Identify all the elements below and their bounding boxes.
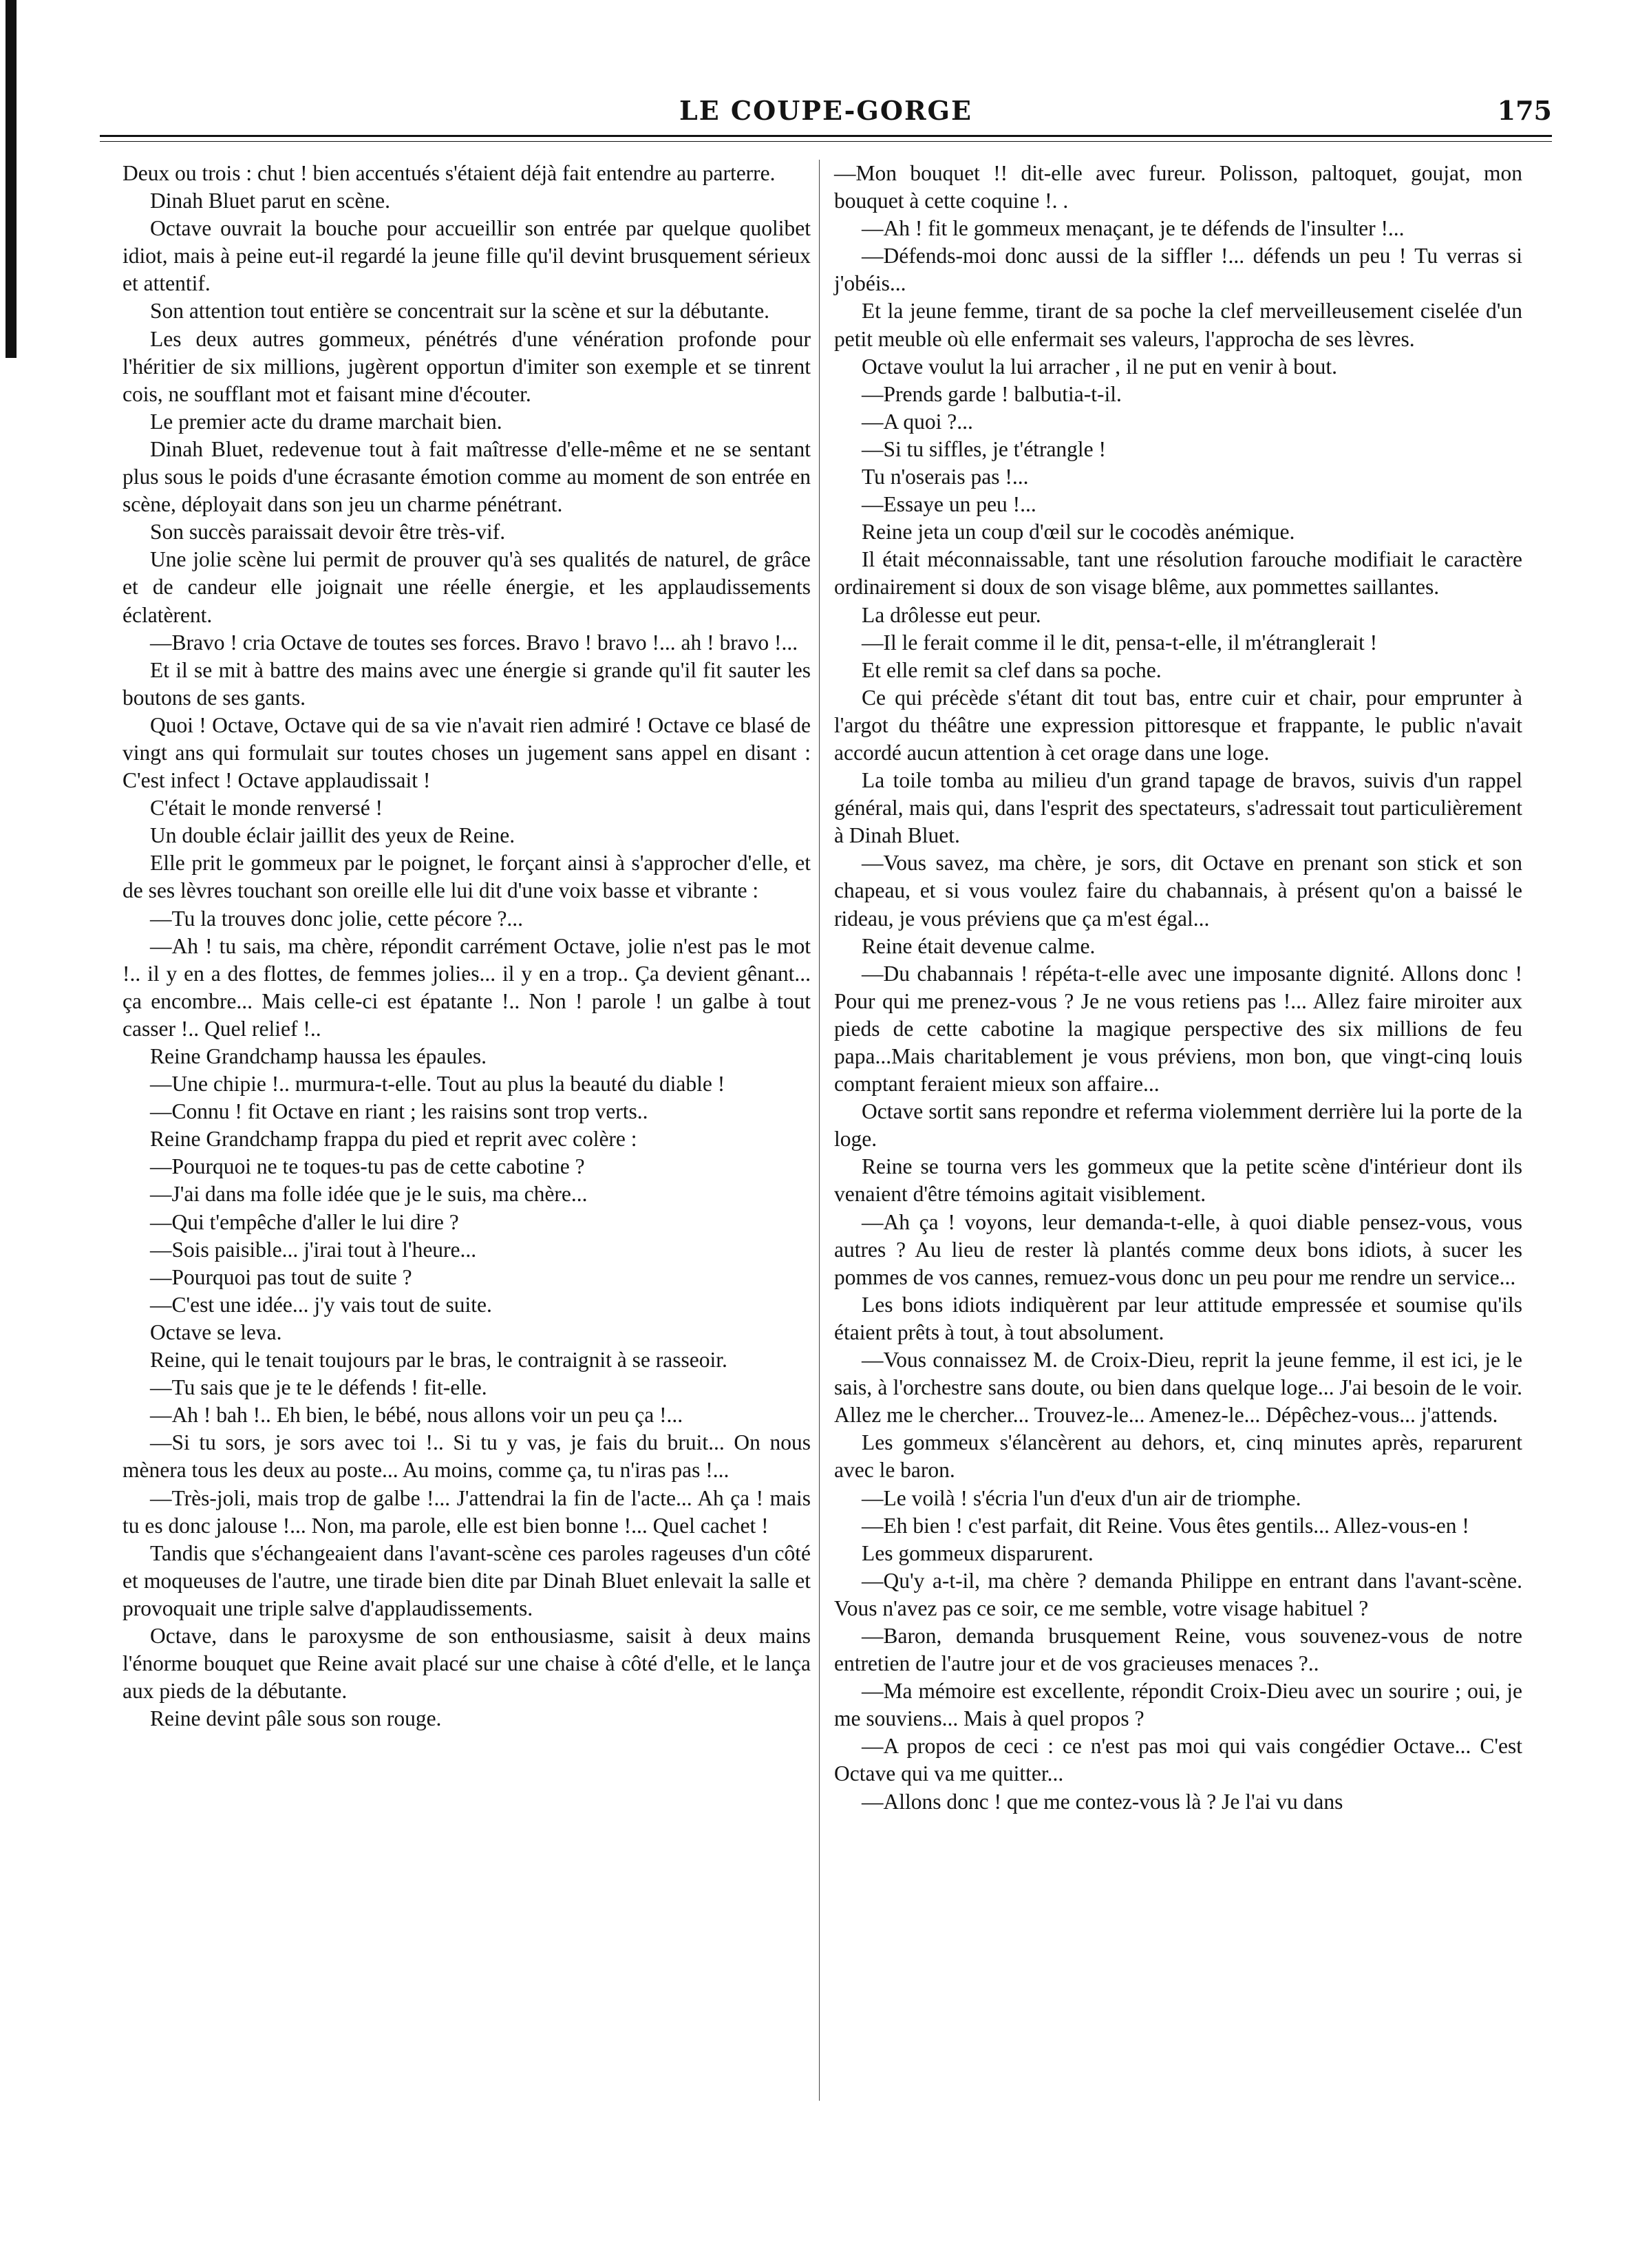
paragraph: La toile tomba au milieu d'un grand tapage de bravos, suivis d'un rappel général, mais qui, dans l'esprit des spectateurs, s'adressait tout particulièrement à Dinah Bluet. xyxy=(834,768,1522,848)
paragraph: Son succès paraissait devoir être très-vif. xyxy=(150,520,506,544)
page-number: 175 xyxy=(1497,95,1552,126)
paragraph: Reine se tourna vers les gommeux que la petite scène d'intérieur dont ils venaient d'être témoins agitait visiblement. xyxy=(834,1154,1522,1207)
paragraph: —Essaye un peu !... xyxy=(862,492,1036,517)
paragraph: —Allons donc ! que me contez-vous là ? Je l'ai vu dans xyxy=(862,1789,1343,1814)
right-column xyxy=(834,160,1522,1816)
paragraph: —A propos de ceci : ce n'est pas moi qui vais congédier Octave... C'est Octave qui va me quitter... xyxy=(834,1734,1522,1786)
paragraph: —Si tu siffles, je t'étrangle ! xyxy=(862,436,1107,461)
paragraph: —J'ai dans ma folle idée que je le suis, ma chère... xyxy=(150,1182,588,1207)
paragraph: —Vous savez, ma chère, je sors, dit Octave en prenant son stick et son chapeau, et si vous voulez faire du chabannais, à présent qu'on a baissé le rideau, je vous préviens que ça m'est égal... xyxy=(834,851,1522,931)
page-header xyxy=(100,95,1552,136)
paragraph: —C'est une idée... j'y vais tout de suite. xyxy=(150,1292,492,1317)
paragraph: —Si tu sors, je sors avec toi !.. Si tu y vas, je fais du bruit... On nous mènera tous les deux au poste... Au moins, comme ça, tu n'iras pas !... xyxy=(123,1430,811,1483)
paragraph: —Vous connaissez M. de Croix-Dieu, reprit la jeune femme, il est ici, je le sais, à l'orchestre sans doute, ou bien dans quelque loge... J'ai besoin de le voir. Allez me le chercher... Trouvez-le... Amenez-le... Dépêchez-vous... j'attends. xyxy=(834,1348,1522,1428)
paragraph: Les bons idiots indiquèrent par leur attitude empressée et soumise qu'ils étaient prêts à tout, à tout absolument. xyxy=(834,1292,1522,1344)
header-rule xyxy=(100,135,1552,137)
column-divider xyxy=(819,160,820,2101)
paragraph: Octave ouvrait la bouche pour accueillir son entrée par quelque quolibet idiot, mais à peine eut-il regardé la jeune fille qu'il devint brusquement sérieux et attentif. xyxy=(123,216,811,296)
paragraph: Et il se mit à battre des mains avec une énergie si grande qu'il fit sauter les boutons de ses gants. xyxy=(123,657,811,710)
paragraph: Octave sortit sans repondre et referma violemment derrière lui la porte de la loge. xyxy=(834,1099,1522,1152)
paragraph: Les deux autres gommeux, pénétrés d'une vénération profonde pour l'héritier de six millions, jugèrent opportun d'imiter son exemple et se tinrent cois, ne soufflant mot et faisant mine d'écouter. xyxy=(123,326,811,406)
paragraph: Reine Grandchamp haussa les épaules. xyxy=(150,1044,487,1068)
paragraph: Il était méconnaissable, tant une résolution farouche modifiait le caractère ordinairement si doux de son visage blême, aux pommettes saillantes. xyxy=(834,547,1522,600)
paragraph: Le premier acte du drame marchait bien. xyxy=(150,409,502,434)
paragraph: —Ah ça ! voyons, leur demanda-t-elle, à quoi diable pensez-vous, vous autres ? Au lieu de rester là plantés comme deux bons idiots, à sucer les pommes de vos cannes, remuez-vous donc un peu pour me rendre un service... xyxy=(834,1209,1522,1289)
paragraph: —Tu la trouves donc jolie, cette pécore ?... xyxy=(150,906,524,931)
paragraph: Octave se leva. xyxy=(150,1320,282,1344)
paragraph: —Le voilà ! s'écria l'un d'eux d'un air de triomphe. xyxy=(862,1485,1301,1510)
scan-edge-bar xyxy=(6,0,17,358)
paragraph: Et la jeune femme, tirant de sa poche la clef merveilleusement ciselée d'un petit meuble où elle enfermait ses valeurs, l'approcha de ses lèvres. xyxy=(834,299,1522,351)
paragraph: —Du chabannais ! répéta-t-elle avec une imposante dignité. Allons donc ! Pour qui me prenez-vous ? Je ne vous retiens pas !... Allez faire miroiter aux pieds de cette cabotine la magique perspective des six millions de feu papa...Mais charitablement je vous préviens, mon bon, que vingt-cinq louis comptant feraient mieux son affaire... xyxy=(834,961,1522,1096)
paragraph: Son attention tout entière se concentrait sur la scène et sur la débutante. xyxy=(150,299,770,324)
paragraph: —Ah ! bah !.. Eh bien, le bébé, nous allons voir un peu ça !... xyxy=(150,1403,683,1428)
paragraph: —Il le ferait comme il le dit, pensa-t-elle, il m'étranglerait ! xyxy=(862,630,1378,655)
paragraph: —Baron, demanda brusquement Reine, vous souvenez-vous de notre entretien de l'autre jour et de vos gracieuses menaces ?.. xyxy=(834,1623,1522,1676)
paragraph: Ce qui précède s'étant dit tout bas, entre cuir et chair, pour emprunter à l'argot du théâtre une expression pittoresque et frappante, le public n'avait accordé aucun attention à cet orage dans une loge. xyxy=(834,685,1522,765)
paragraph: —Sois paisible... j'irai tout à l'heure... xyxy=(150,1237,477,1262)
paragraph: —Qu'y a-t-il, ma chère ? demanda Philippe en entrant dans l'avant-scène. Vous n'avez pas ce soir, ce me semble, votre visage habituel ? xyxy=(834,1568,1522,1620)
paragraph: Octave voulut la lui arracher , il ne put en venir à bout. xyxy=(862,354,1338,379)
paragraph: La drôlesse eut peur. xyxy=(862,602,1041,627)
header-rule-thin xyxy=(100,141,1552,142)
paragraph: —Ah ! tu sais, ma chère, répondit carrément Octave, jolie n'est pas le mot !.. il y en a des flottes, de femmes jolies... il y en a trop.. Ça devient gênant... ça encombre... Mais celle-ci est épatante !.. Non ! parole ! un galbe à tout casser !.. Quel relief !.. xyxy=(123,933,811,1041)
paragraph: —A quoi ?... xyxy=(862,409,973,434)
paragraph: Reine Grandchamp frappa du pied et reprit avec colère : xyxy=(150,1127,637,1152)
paragraph: —Mon bouquet !! dit-elle avec fureur. Polisson, paltoquet, goujat, mon bouquet à cette coquine !. . xyxy=(834,161,1522,213)
running-title: LE COUPE-GORGE xyxy=(679,95,972,126)
paragraph: Deux ou trois : chut ! bien accentués s'étaient déjà fait entendre au parterre. xyxy=(123,161,776,185)
paragraph: Un double éclair jaillit des yeux de Reine. xyxy=(150,823,515,848)
paragraph: Reine devint pâle sous son rouge. xyxy=(150,1706,442,1731)
paragraph: —Une chipie !.. murmura-t-elle. Tout au plus la beauté du diable ! xyxy=(150,1072,725,1096)
paragraph: —Qui t'empêche d'aller le lui dire ? xyxy=(150,1209,459,1234)
paragraph: —Bravo ! cria Octave de toutes ses forces. Bravo ! bravo !... ah ! bravo !... xyxy=(150,630,798,655)
paragraph: —Eh bien ! c'est parfait, dit Reine. Vous êtes gentils... Allez-vous-en ! xyxy=(862,1513,1469,1538)
paragraph: Reine jeta un coup d'œil sur le cocodès anémique. xyxy=(862,520,1295,544)
paragraph: —Connu ! fit Octave en riant ; les raisins sont trop verts.. xyxy=(150,1099,648,1124)
paragraph: Reine était devenue calme. xyxy=(862,933,1096,958)
paragraph: Et elle remit sa clef dans sa poche. xyxy=(862,657,1162,682)
paragraph: —Ah ! fit le gommeux menaçant, je te défends de l'insulter !... xyxy=(862,216,1405,241)
paragraph: Une jolie scène lui permit de prouver qu'à ses qualités de naturel, de grâce et de candeur elle joignait une réelle énergie, et les applaudissements éclatèrent. xyxy=(123,547,811,627)
paragraph: —Pourquoi ne te toques-tu pas de cette cabotine ? xyxy=(150,1154,585,1179)
paragraph: Tandis que s'échangeaient dans l'avant-scène ces paroles rageuses d'un côté et moqueuses de l'autre, une tirade bien dite par Dinah Bluet enlevait la salle et provoquait une triple salve d'applaudissements. xyxy=(123,1540,811,1620)
paragraph: Dinah Bluet, redevenue tout à fait maîtresse d'elle-même et ne se sentant plus sous le poids d'une écrasante émotion comme au moment de son entrée en scène, déployait dans son jeu un charme pénétrant. xyxy=(123,436,811,517)
paragraph: —Ma mémoire est excellente, répondit Croix-Dieu avec un sourire ; oui, je me souviens... Mais à quel propos ? xyxy=(834,1679,1522,1731)
paragraph: —Très-joli, mais trop de galbe !... J'attendrai la fin de l'acte... Ah ça ! mais tu es donc jalouse !... Non, ma parole, elle est bien bonne !... Quel cachet ! xyxy=(123,1485,811,1538)
paragraph: Tu n'oserais pas !... xyxy=(862,465,1029,489)
paragraph: C'était le monde renversé ! xyxy=(150,796,383,820)
paragraph: Elle prit le gommeux par le poignet, le forçant ainsi à s'approcher d'elle, et de ses lèvres touchant son oreille elle lui dit d'une voix basse et vibrante : xyxy=(123,851,811,903)
paragraph: Les gommeux disparurent. xyxy=(862,1540,1094,1565)
paragraph: Quoi ! Octave, Octave qui de sa vie n'avait rien admiré ! Octave ce blasé de vingt ans qui formulait sur toutes choses un jugement sans appel en disant : C'est infect ! Octave applaudissait ! xyxy=(123,712,811,793)
paragraph: —Défends-moi donc aussi de la siffler !... défends un peu ! Tu verras si j'obéis... xyxy=(834,244,1522,296)
left-column xyxy=(123,160,811,1732)
paragraph: —Prends garde ! balbutia-t-il. xyxy=(862,381,1122,406)
paragraph: Les gommeux s'élancèrent au dehors, et, cinq minutes après, reparurent avec le baron. xyxy=(834,1430,1522,1483)
paragraph: Dinah Bluet parut en scène. xyxy=(150,189,391,213)
paragraph: Reine, qui le tenait toujours par le bras, le contraignit à se rasseoir. xyxy=(150,1348,727,1373)
paragraph: —Pourquoi pas tout de suite ? xyxy=(150,1264,412,1289)
paragraph: —Tu sais que je te le défends ! fit-elle. xyxy=(150,1375,487,1400)
paragraph: Octave, dans le paroxysme de son enthousiasme, saisit à deux mains l'énorme bouquet que Reine avait placé sur une chaise à côté d'elle, et le lança aux pieds de la débutante. xyxy=(123,1623,811,1704)
